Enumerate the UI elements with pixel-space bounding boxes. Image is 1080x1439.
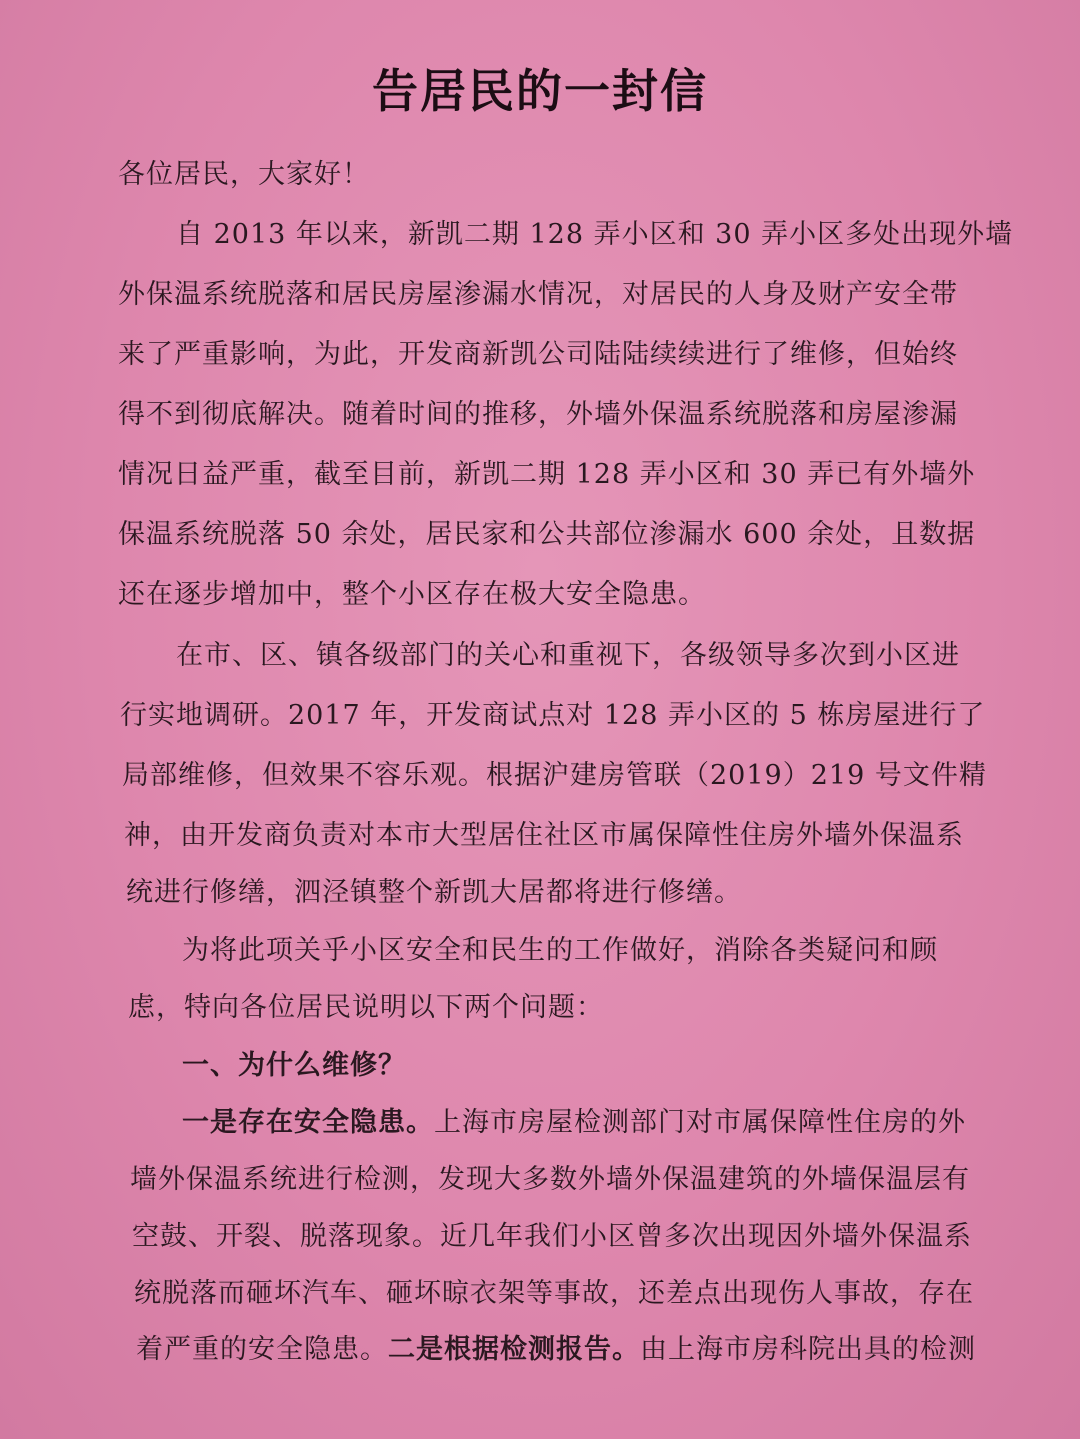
paragraph-line: 行实地调研。2017 年，开发商试点对 128 弄小区的 5 栋房屋进行了: [120, 700, 986, 731]
paragraph-line: 保温系统脱落 50 余处，居民家和公共部位渗漏水 600 余处，且数据: [118, 519, 976, 550]
paragraph-line: 还在逐步增加中，整个小区存在极大安全隐患。: [118, 579, 706, 610]
section-heading: 一、为什么维修？: [182, 1050, 406, 1081]
greeting: 各位居民，大家好！: [118, 159, 370, 190]
paragraph-line: 自 2013 年以来，新凯二期 128 弄小区和 30 弄小区多处出现外墙: [176, 219, 1014, 250]
paragraph-line: 得不到彻底解决。随着时间的推移，外墙外保温系统脱落和房屋渗漏: [118, 399, 958, 430]
paragraph-line: 局部维修，但效果不容乐观。根据沪建房管联（2019）219 号文件精: [122, 760, 987, 791]
letter-title: 告居民的一封信: [372, 64, 708, 118]
paragraph-line: 神，由开发商负责对本市大型居住社区市属保障性住房外墙外保温系: [124, 820, 964, 851]
paragraph-line: 情况日益严重，截至目前，新凯二期 128 弄小区和 30 弄已有外墙外: [118, 459, 976, 490]
paragraph-line: 来了严重影响，为此，开发商新凯公司陆陆续续进行了维修，但始终: [118, 339, 958, 370]
paragraph-line: 外保温系统脱落和居民房屋渗漏水情况，对居民的人身及财产安全带: [118, 279, 958, 310]
paragraph-line: 统脱落而砸坏汽车、砸坏晾衣架等事故，还差点出现伤人事故，存在: [134, 1278, 974, 1309]
emphasis-text: 一是存在安全隐患。: [182, 1107, 434, 1138]
paragraph-line: 统进行修缮，泗泾镇整个新凯大居都将进行修缮。: [126, 877, 742, 908]
paragraph-text: 着严重的安全隐患。: [136, 1334, 388, 1365]
paragraph-line: [136, 1327, 976, 1366]
paragraph-line: 虑，特向各位居民说明以下两个问题：: [128, 992, 604, 1023]
paragraph-line: 墙外保温系统进行检测，发现大多数外墙外保温建筑的外墙保温层有: [130, 1164, 970, 1195]
paragraph-line: 空鼓、开裂、脱落现象。近几年我们小区曾多次出现因外墙外保温系: [132, 1221, 972, 1252]
paragraph-line: [182, 1100, 966, 1139]
paragraph-text: 上海市房屋检测部门对市属保障性住房的外: [434, 1107, 966, 1138]
paragraph-line: 在市、区、镇各级部门的关心和重视下，各级领导多次到小区进: [176, 640, 960, 671]
paragraph-line: 为将此项关乎小区安全和民生的工作做好，消除各类疑问和顾: [182, 935, 938, 966]
paragraph-text: 由上海市房科院出具的检测: [640, 1334, 976, 1365]
emphasis-text: 二是根据检测报告。: [388, 1334, 640, 1365]
